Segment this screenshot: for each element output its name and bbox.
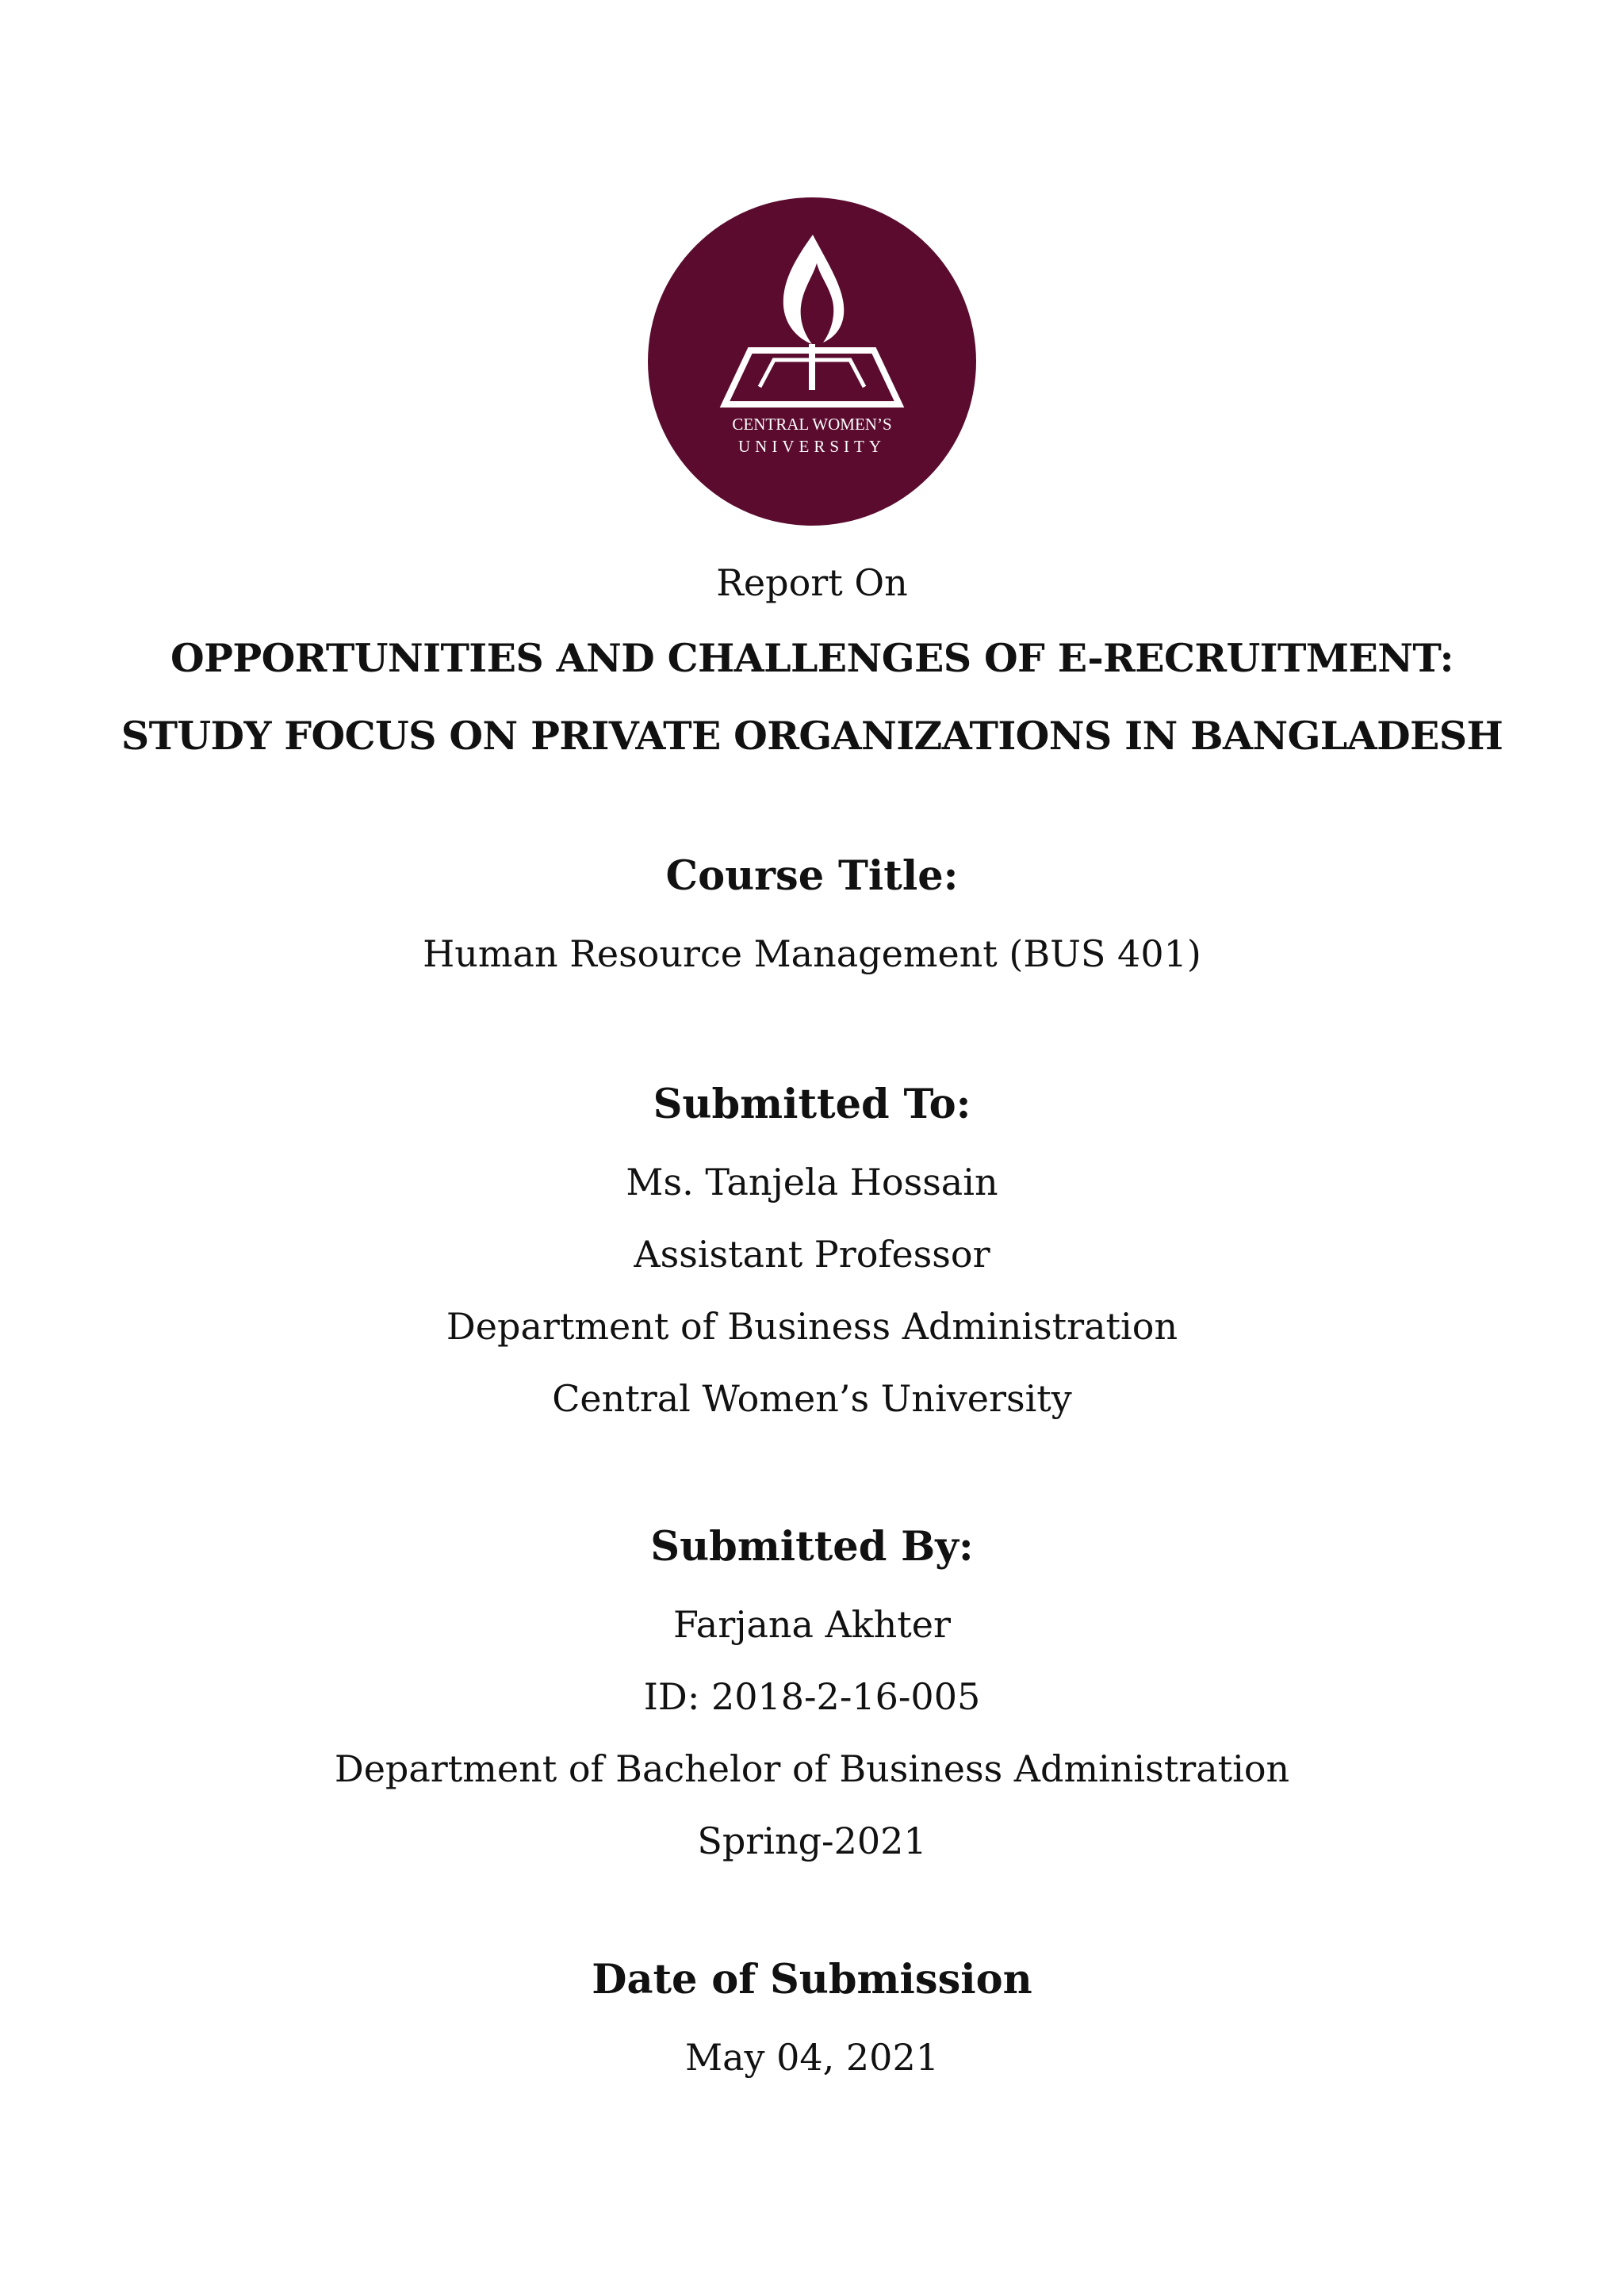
course-title-heading: Course Title: xyxy=(665,852,959,900)
submission-date-heading: Date of Submission xyxy=(592,1956,1032,2003)
report-on-label: Report On xyxy=(716,561,908,604)
submitted-by-heading: Submitted By: xyxy=(650,1523,974,1571)
submission-date: May 04, 2021 xyxy=(685,2036,939,2079)
supervisor-designation: Assistant Professor xyxy=(634,1233,990,1276)
submitted-to-heading: Submitted To: xyxy=(653,1081,971,1128)
course-title-value: Human Resource Management (BUS 401) xyxy=(423,932,1201,975)
university-logo xyxy=(647,197,977,526)
student-semester: Spring-2021 xyxy=(697,1820,927,1862)
student-department: Department of Bachelor of Business Administration xyxy=(334,1747,1290,1790)
report-title-line2: STUDY FOCUS ON PRIVATE ORGANIZATIONS IN BANGLADESH xyxy=(121,713,1503,759)
logo-text-line1: CENTRAL WOMEN’S xyxy=(732,415,892,434)
report-title-line1: OPPORTUNITIES AND CHALLENGES OF E-RECRUITMENT: xyxy=(170,635,1454,681)
student-name: Farjana Akhter xyxy=(673,1603,951,1646)
supervisor-department: Department of Business Administration xyxy=(446,1305,1178,1348)
supervisor-name: Ms. Tanjela Hossain xyxy=(626,1161,998,1203)
student-id: ID: 2018-2-16-005 xyxy=(643,1675,981,1718)
logo-text-line2: UNIVERSITY xyxy=(738,437,886,456)
supervisor-university: Central Women’s University xyxy=(552,1377,1072,1420)
